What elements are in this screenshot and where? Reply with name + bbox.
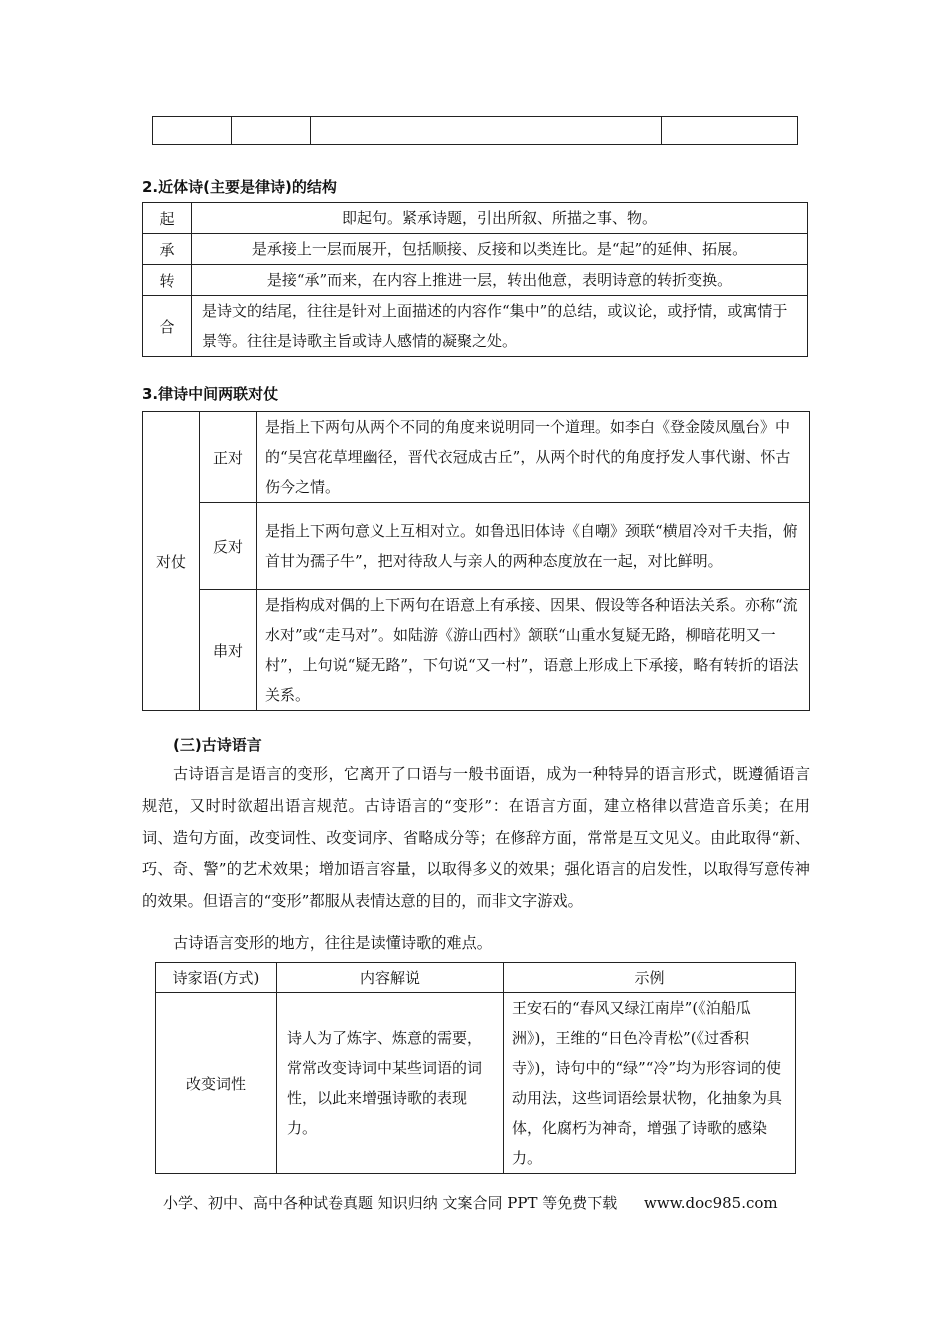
empty-cell bbox=[232, 117, 311, 145]
structure-label-he: 合 bbox=[143, 296, 192, 357]
structure-table bbox=[142, 202, 808, 357]
structure-label-zhuan: 转 bbox=[143, 265, 192, 296]
empty-cell bbox=[153, 117, 232, 145]
duizhang-text-zhengdui: 是指上下两句从两个不同的角度来说明同一个道理。如李白《登金陵凤凰台》中的“吴宫花草埋幽径，晋代衣冠成古丘”，从两个时代的角度抒发人事代谢、怀古伤今之情。 bbox=[257, 412, 810, 503]
footer-left-text: 小学、初中、高中各种试卷真题 知识归纳 文案合同 PPT 等免费下载 bbox=[163, 1194, 618, 1212]
duizhang-label-fandui: 反对 bbox=[200, 503, 257, 590]
language-header-method: 诗家语(方式) bbox=[156, 963, 277, 993]
empty-cell bbox=[662, 117, 798, 145]
structure-text-zhuan: 是接“承”而来，在内容上推进一层，转出他意，表明诗意的转折变换。 bbox=[192, 265, 808, 296]
duizhang-text-chuandui: 是指构成对偶的上下两句在语意上有承接、因果、假设等各种语法关系。亦称“流水对”或“走马对”。如陆游《游山西村》颔联“山重水复疑无路，柳暗花明又一村”，上句说“疑无路”，下句说“又一村”，语意上形成上下承接，略有转折的语法关系。 bbox=[257, 590, 810, 711]
language-heading: (三)古诗语言 bbox=[173, 736, 262, 754]
footer-url[interactable]: www.doc985.com bbox=[644, 1194, 778, 1212]
language-paragraph-1: 古诗语言是语言的变形，它离开了口语与一般书面语，成为一种特异的语言形式，既遵循语言规范，又时时欲超出语言规范。古诗语言的“变形”：在语言方面，建立格律以营造音乐美；在用词、造句方面，改变词性、改变词序、省略成分等；在修辞方面，常常是互文见义。由此取得“新、巧、奇、警”的艺术效果；增加语言容量，以取得多义的效果；强化语言的启发性，以取得写意传神的效果。但语言的“变形”都服从表情达意的目的，而非文字游戏。 bbox=[142, 765, 810, 911]
language-cell-explanation: 诗人为了炼字、炼意的需要，常常改变诗词中某些词语的词性，以此来增强诗歌的表现力。 bbox=[277, 993, 504, 1174]
structure-text-qi: 即起句。紧承诗题，引出所叙、所描之事、物。 bbox=[192, 203, 808, 234]
language-header-explanation: 内容解说 bbox=[277, 963, 504, 993]
language-paragraph-2: 古诗语言变形的地方，往往是读懂诗歌的难点。 bbox=[173, 934, 492, 952]
duizhang-label-zhengdui: 正对 bbox=[200, 412, 257, 503]
duizhang-table bbox=[142, 411, 810, 711]
duizhang-label-chuandui: 串对 bbox=[200, 590, 257, 711]
structure-label-cheng: 承 bbox=[143, 234, 192, 265]
top-empty-table bbox=[152, 116, 798, 145]
structure-heading: 2.近体诗(主要是律诗)的结构 bbox=[142, 178, 337, 196]
language-table bbox=[155, 962, 796, 1174]
structure-text-he: 是诗文的结尾，往往是针对上面描述的内容作“集中”的总结，或议论，或抒情，或寓情于景等。往往是诗歌主旨或诗人感情的凝聚之处。 bbox=[192, 296, 808, 357]
language-cell-example: 王安石的“春风又绿江南岸”(《泊船瓜洲》)，王维的“日色冷青松”(《过香积寺》)，诗句中的“绿”“冷”均为形容词的使动用法，这些词语绘景状物，化抽象为具体，化腐朽为神奇，增强了诗歌的感染力。 bbox=[504, 993, 796, 1174]
duizhang-heading: 3.律诗中间两联对仗 bbox=[142, 385, 279, 403]
duizhang-group-label: 对仗 bbox=[143, 412, 200, 711]
language-header-example: 示例 bbox=[504, 963, 796, 993]
footer bbox=[163, 1192, 778, 1213]
duizhang-text-fandui: 是指上下两句意义上互相对立。如鲁迅旧体诗《自嘲》颈联“横眉冷对千夫指，俯首甘为孺子牛”，把对待敌人与亲人的两种态度放在一起，对比鲜明。 bbox=[257, 503, 810, 590]
structure-label-qi: 起 bbox=[143, 203, 192, 234]
empty-cell bbox=[311, 117, 662, 145]
language-cell-method: 改变词性 bbox=[156, 993, 277, 1174]
structure-text-cheng: 是承接上一层而展开，包括顺接、反接和以类连比。是“起”的延伸、拓展。 bbox=[192, 234, 808, 265]
